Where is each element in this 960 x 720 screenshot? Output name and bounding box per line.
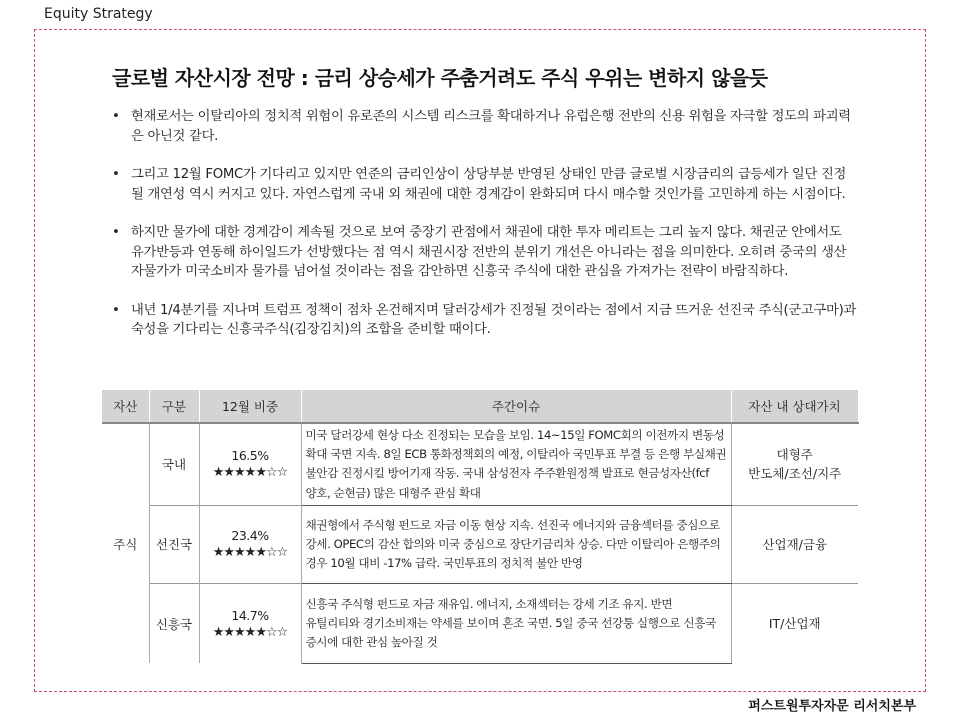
weight-cell [199, 583, 301, 663]
header-label: Equity Strategy [44, 6, 153, 22]
header-asset: 자산 [102, 390, 149, 423]
relative-value-cell: 대형주 반도체/조선/지주 [748, 447, 842, 482]
bullet-item: • 내년 1/4분기를 지나며 트럼프 정책이 점차 온건해지며 달러강세가 진정될 것이라는 점에서 지금 뜨거운 선진국 주식(군고구마)과 숙성을 기다리는 신흥국주식(김장김치)의 조합을 준비할 때이다. [112, 301, 857, 340]
category-cell: 국내 [149, 423, 199, 505]
header-relative-value: 자산 내 상대가치 [731, 390, 858, 423]
issue-cell: 신흥국 주식형 펀드로 자금 재유입. 에너지, 소재섹터는 강세 기조 유지. 반면 유틸리티와 경기소비재는 약세를 보이며 혼조 국면. 5일 중국 선강퉁 실행으로 신흥국 증시에 대한 관심 높아질 것 [301, 583, 731, 663]
bullet-list [112, 107, 857, 359]
asset-cell: 주식 [102, 423, 149, 663]
header-weight: 12월 비중 [199, 390, 301, 423]
footer-label: 퍼스트원투자자문 리서치본부 [748, 699, 916, 714]
weight-value: 23.4% [231, 528, 269, 544]
allocation-table [102, 390, 859, 664]
category-cell: 신흥국 [149, 583, 199, 663]
category-cell: 선진국 [149, 505, 199, 583]
bullet-item: • 그리고 12월 FOMC가 기다리고 있지만 연준의 금리인상이 상당부분 반영된 상태인 만큼 글로벌 시장금리의 급등세가 일단 진정될 개연성 역시 커지고 있다. 자연스럽게 국내 외 채권에 대한 경계감이 완화되며 다시 매수할 것인가를 고민하게 하는 시점이다. [112, 165, 857, 204]
star-rating: ★★★★★☆☆ [212, 624, 288, 640]
bullet-item: • 하지만 물가에 대한 경계감이 계속될 것으로 보여 중장기 관점에서 채권에 대한 투자 메리트는 그리 높지 않다. 채권군 안에서도 유가반등과 연동해 하이일드가 선방했다는 점 역시 채권시장 전반의 분위기 개선은 아니라는 점을 의미한다. 오히려 중국의 생산자물가가 미국소비자 물가를 넘어설 것이라는 점을 감안하면 신흥국 주식에 대한 관심을 가져가는 전략이 바람직하다. [112, 223, 857, 282]
relative-value-cell: 산업재/금융 [731, 505, 858, 583]
table-row [102, 505, 858, 583]
star-rating: ★★★★★☆☆ [212, 545, 288, 561]
header-issue: 주간이슈 [301, 390, 731, 423]
weight-cell [199, 423, 301, 505]
star-rating: ★★★★★☆☆ [212, 465, 288, 481]
bullet-item: • 현재로서는 이탈리아의 정치적 위험이 유로존의 시스템 리스크를 확대하거나 유럽은행 전반의 신용 위험을 자극할 정도의 파괴력은 아닌것 같다. [112, 107, 857, 146]
table-row [102, 423, 858, 505]
issue-cell: 채권형에서 주식형 펀드로 자금 이동 현상 지속. 선진국 에너지와 금융섹터를 중심으로 강세. OPEC의 감산 합의와 미국 중심으로 장단기금리차 상승. 다만 이탈리아 은행주의 경우 10월 대비 -17% 급락. 국민투표의 정치적 불안 반영 [301, 505, 731, 583]
allocation-table-wrap [102, 390, 858, 662]
relative-value-cell: IT/산업재 [731, 583, 858, 663]
weight-cell [199, 505, 301, 583]
weight-value: 14.7% [231, 607, 269, 623]
header-category: 구분 [149, 390, 199, 423]
issue-cell: 미국 달러강세 현상 다소 진정되는 모습을 보임. 14~15일 FOMC회의 이전까지 변동성 확대 국면 지속. 8일 ECB 통화정책회의 예정, 이탈리아 국민투표 부결 등 은행 부실채권 불안감 진정시킬 방어기재 작동. 국내 삼성전자 주주환원정책 발표로 현금성자산(fcf 양호, 순현금) 많은 대형주 관심 확대 [301, 423, 731, 505]
table-row [102, 583, 858, 663]
table-header-row [102, 390, 858, 423]
weight-value: 16.5% [231, 448, 269, 464]
page-title: 글로벌 자산시장 전망 : 금리 상승세가 주춤거려도 주식 우위는 변하지 않을듯 [112, 66, 768, 90]
